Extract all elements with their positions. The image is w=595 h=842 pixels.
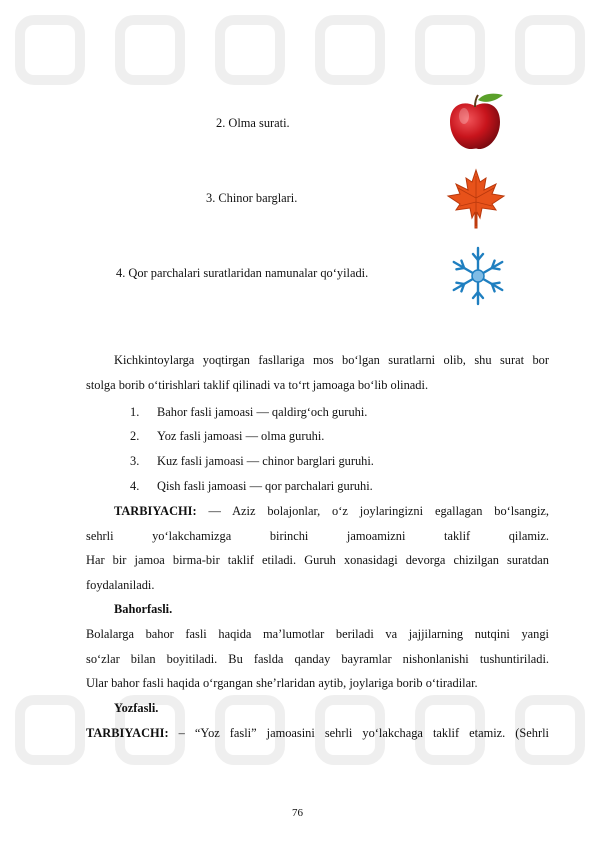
group-text: Qish fasli jamoasi — qor parchalari guruhi.: [157, 479, 373, 493]
picture-item-maple: 3. Chinor barglari.: [206, 191, 298, 205]
picture-item-snowflake: 4. Qor parchalari suratlaridan namunalar qo‘yiladi.: [116, 266, 369, 280]
intro-line-2: stolga borib o‘tirishlari taklif qilinadi va to‘rt jamoaga bo‘lib olinadi.: [86, 378, 429, 392]
maple-leaf-image: [446, 168, 506, 230]
group-text: Yoz fasli jamoasi — olma guruhi.: [157, 429, 325, 443]
teacher-label: TARBIYACHI:: [114, 504, 197, 518]
group-num: 3.: [130, 454, 140, 468]
spring-heading: Bahorfasli.: [114, 602, 173, 616]
intro-line-1: Kichkintoylarga yoqtirgan fasllariga mos bo‘lgan suratlarni olib, shu surat bor: [114, 353, 549, 367]
picture-item-apple: 2. Olma surati.: [216, 116, 290, 130]
teacher-line-1: TARBIYACHI: — Aziz bolajonlar, o‘z joylaringizni egallagan bo‘lsangiz,: [114, 504, 549, 518]
group-num: 2.: [130, 429, 140, 443]
teacher-label: TARBIYACHI:: [86, 726, 169, 740]
summer-heading: Yozfasli.: [114, 701, 159, 715]
group-text: Bahor fasli jamoasi — qaldirg‘och guruhi.: [157, 405, 368, 419]
spring-line-3: Ular bahor fasli haqida o‘rgangan she’rlaridan aytib, joylariga borib o‘tiradilar.: [86, 676, 478, 690]
spring-line-2: so‘zlar bilan boyitiladi. Bu faslda qanday bayramlar nishonlanishi tushuntiriladi.: [86, 652, 549, 666]
spring-line-1: Bolalarga bahor fasli haqida ma’lumotlar beriladi va jajjilarning nutqini yangi: [86, 627, 549, 641]
group-num: 4.: [130, 479, 140, 493]
teacher-line-2: sehrli yo‘lakchamizga birinchi jamoamizni taklif qilamiz.: [86, 529, 549, 543]
group-text: Kuz fasli jamoasi — chinor barglari guruhi.: [157, 454, 374, 468]
apple-image: [446, 92, 504, 152]
teacher-line-4: foydalaniladi.: [86, 578, 155, 592]
page-number: 76: [292, 807, 303, 819]
summer-line-1: TARBIYACHI: – “Yoz fasli” jamoasini sehrli yo‘lakchaga taklif etamiz. (Sehrli: [86, 726, 549, 740]
teacher-line-3: Har bir jamoa birma-bir taklif etiladi. Guruh xonasidagi devorga chizilgan suratdan: [86, 553, 549, 567]
snowflake-image: [446, 245, 510, 307]
group-num: 1.: [130, 405, 140, 419]
